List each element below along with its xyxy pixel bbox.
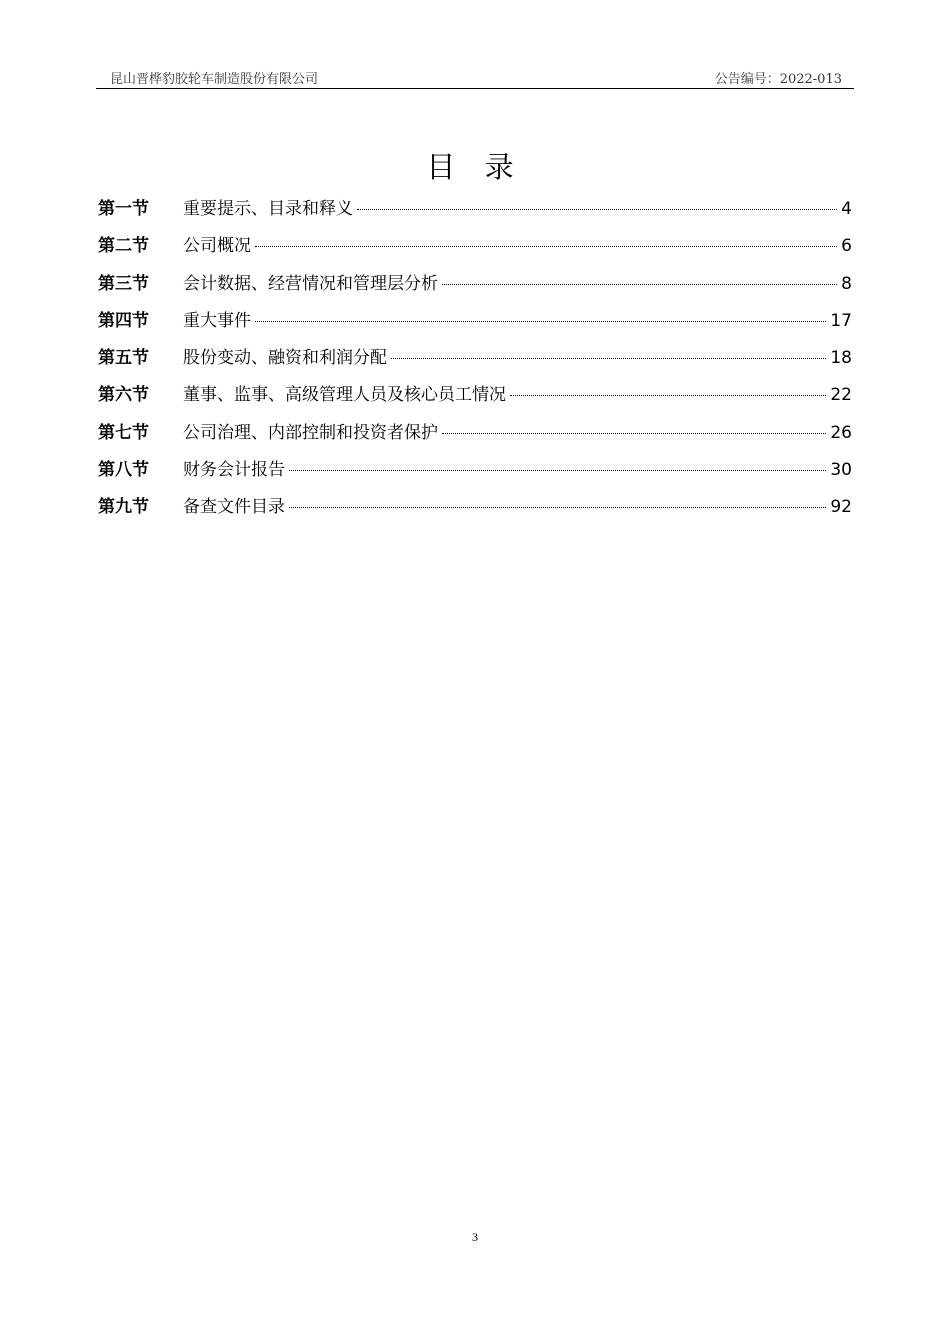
toc-entry[interactable]: [98, 308, 852, 345]
toc-section-name: 重大事件: [183, 310, 251, 331]
toc-section-name: 公司概况: [183, 236, 251, 257]
toc-dot-leader: [442, 433, 826, 434]
toc-entry[interactable]: [98, 382, 852, 419]
toc-section-label: 第五节: [98, 348, 149, 369]
notice-number: 公告编号：2022-013: [714, 72, 842, 87]
toc-page-number: 92: [830, 497, 852, 518]
toc-page-number: 4: [841, 199, 852, 219]
toc-section-name: 股份变动、融资和利润分配: [183, 348, 387, 369]
toc-page-number: 22: [830, 385, 852, 406]
toc-dot-leader: [442, 284, 837, 285]
toc-section-name: 会计数据、经营情况和管理层分析: [183, 273, 438, 294]
toc-section-name: 董事、监事、高级管理人员及核心员工情况: [183, 385, 506, 406]
toc-section-name: 备查文件目录: [183, 497, 285, 518]
toc-section-name: 财务会计报告: [183, 460, 285, 481]
company-name: 昆山晋桦豹胶轮车制造股份有限公司: [110, 72, 319, 87]
toc-page-number: 18: [830, 348, 852, 369]
toc-entry[interactable]: [98, 420, 852, 457]
toc-entry[interactable]: [98, 271, 852, 308]
table-of-contents: [98, 196, 852, 532]
toc-page-number: 17: [830, 310, 852, 331]
toc-section-label: 第一节: [98, 199, 149, 219]
toc-dot-leader: [357, 209, 837, 210]
toc-page-number: 6: [841, 236, 852, 257]
toc-dot-leader: [289, 470, 826, 471]
toc-title: 目 录: [426, 150, 524, 184]
toc-section-label: 第六节: [98, 385, 149, 406]
page-number: 3: [472, 1230, 478, 1244]
toc-entry[interactable]: [98, 345, 852, 382]
page-header: [96, 66, 854, 89]
toc-section-name: 重要提示、目录和释义: [183, 199, 353, 219]
toc-entry[interactable]: [98, 196, 852, 233]
toc-dot-leader: [510, 395, 826, 396]
toc-section-label: 第三节: [98, 273, 149, 294]
toc-dot-leader: [391, 358, 826, 359]
toc-entry[interactable]: [98, 457, 852, 494]
toc-dot-leader: [289, 507, 826, 508]
toc-section-name: 公司治理、内部控制和投资者保护: [183, 422, 438, 443]
toc-section-label: 第九节: [98, 497, 149, 518]
toc-entry[interactable]: [98, 233, 852, 270]
toc-page-number: 30: [830, 460, 852, 481]
toc-section-label: 第八节: [98, 460, 149, 481]
toc-entry[interactable]: [98, 494, 852, 531]
toc-page-number: 8: [841, 273, 852, 294]
toc-section-label: 第四节: [98, 310, 149, 331]
toc-dot-leader: [255, 321, 826, 322]
toc-section-label: 第七节: [98, 422, 149, 443]
toc-section-label: 第二节: [98, 236, 149, 257]
toc-page-number: 26: [830, 422, 852, 443]
toc-dot-leader: [255, 246, 837, 247]
